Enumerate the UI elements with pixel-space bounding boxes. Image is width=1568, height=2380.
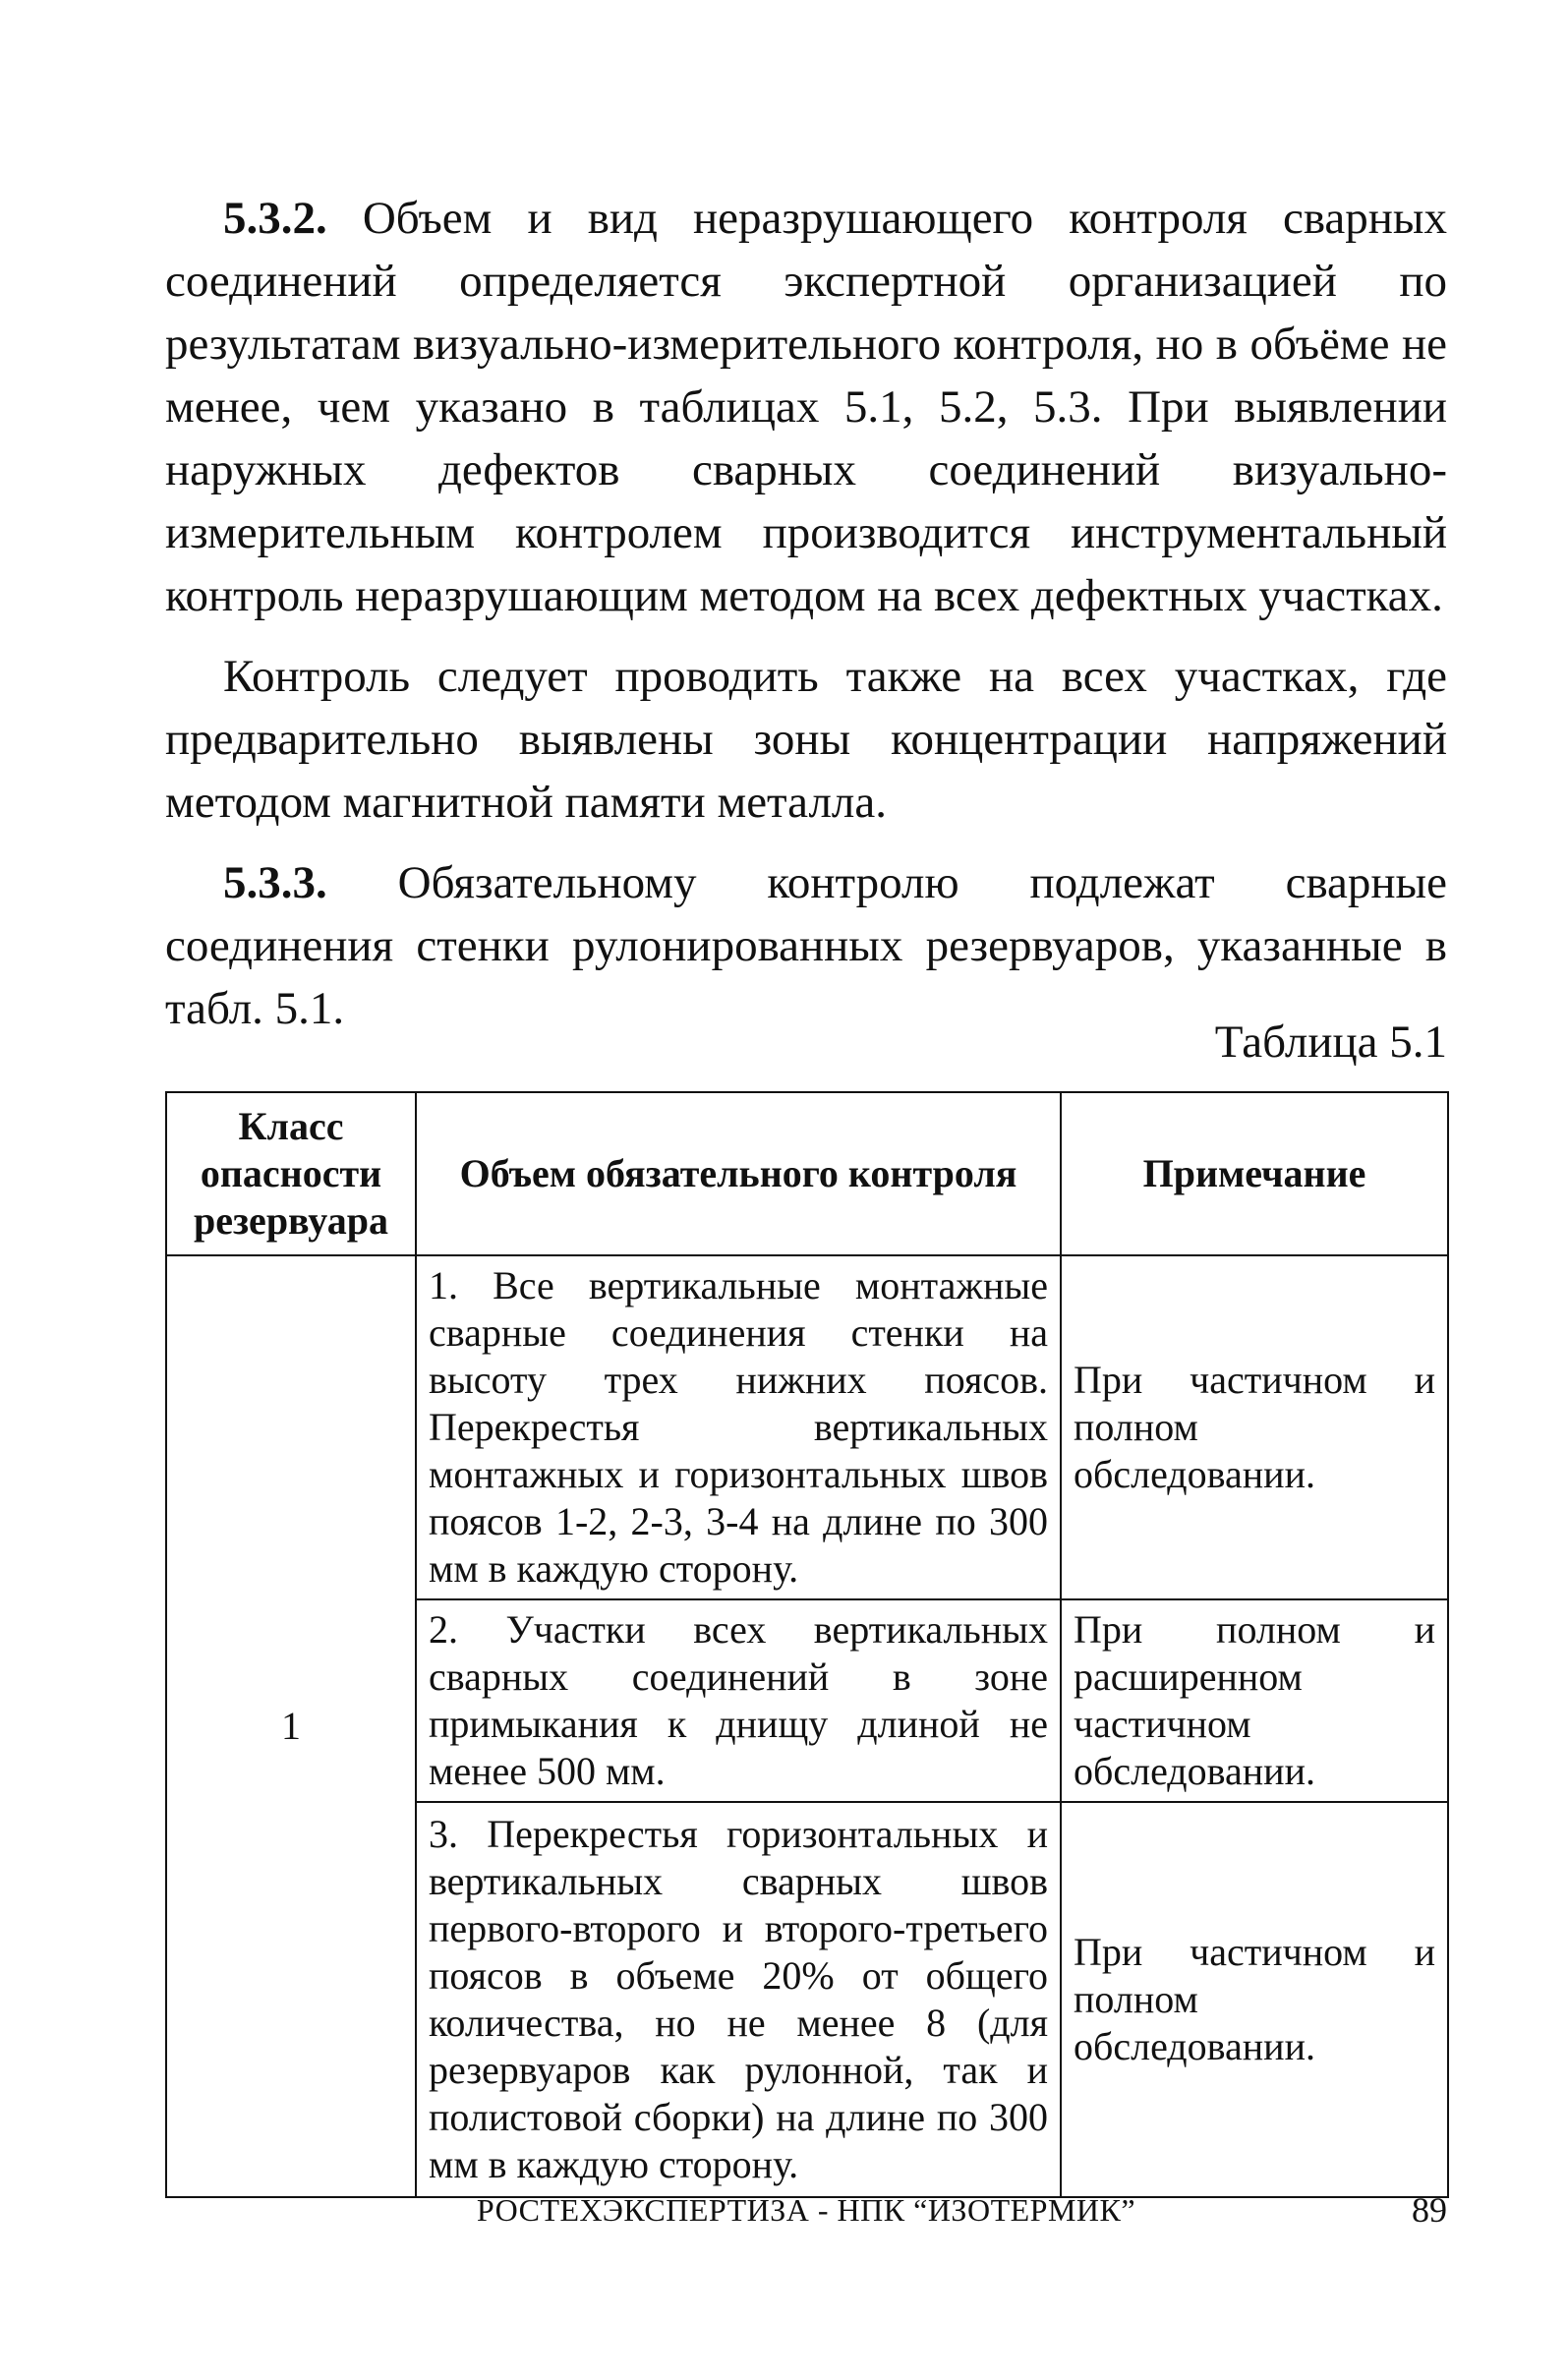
table-row — [166, 1255, 1448, 1599]
scope-cell: 1. Все вертикальные монтажные сварные соединения стенки на высоту трех нижних поясов. Перекрестья вертикальных монтажных и горизонтальных швов поясов 1-2, 2-3, 3-4 на длине по 300 мм в каждую сторону. — [416, 1255, 1061, 1599]
note-cell: При полном и расширенном частичном обследовании. — [1061, 1599, 1448, 1802]
table-5-1 — [165, 1091, 1449, 2198]
paragraph-text: Объем и вид неразрушающего контроля сварных соединений определяется экспертной организацией по результатам визуально-измерительного контроля, но в объёме не менее, чем указано в таблицах 5.1, 5.2, 5.3. При выявлении наружных дефектов сварных соединений визуально-измерительным контролем производится инструментальный контроль неразрушающим методом на всех дефектных участках. — [165, 193, 1447, 621]
header-note: Примечание — [1061, 1092, 1448, 1255]
paragraph-text: Контроль следует проводить также на всех участках, где предварительно выявлены зоны концентрации напряжений методом магнитной памяти металла. — [165, 651, 1447, 828]
note-cell: При частичном и полном обследовании. — [1061, 1255, 1448, 1599]
header-scope: Объем обязательного контроля — [416, 1092, 1061, 1255]
scope-cell: 3. Перекрестья горизонтальных и вертикальных сварных швов первого-второго и второго-третьего поясов в объеме 20% от общего количества, но не менее 8 (для резервуаров как рулонной, так и полистовой сборки) на длине по 300 мм в каждую сторону. — [416, 1802, 1061, 2197]
clause-number: 5.3.2. — [223, 193, 327, 244]
page-number: 89 — [1412, 2190, 1447, 2230]
document-page — [165, 187, 1447, 2186]
header-class: Класс опасности резервуара — [166, 1092, 416, 1255]
paragraph-5-3-2 — [165, 187, 1447, 627]
paragraph-magnetic-memory — [165, 645, 1447, 834]
table-header-row — [166, 1092, 1448, 1255]
clause-number: 5.3.3. — [223, 857, 327, 908]
hazard-class-cell: 1 — [166, 1255, 416, 2197]
scope-cell: 2. Участки всех вертикальных сварных соединений в зоне примыкания к днищу длиной не менее 500 мм. — [416, 1599, 1061, 1802]
table-caption: Таблица 5.1 — [1214, 1016, 1447, 1068]
note-cell: При частичном и полном обследовании. — [1061, 1802, 1448, 2197]
paragraph-text: Обязательному контролю подлежат сварные соединения стенки рулонированных резервуаров, указанные в табл. 5.1. — [165, 857, 1447, 1034]
footer-organization: РОСТЕХЭКСПЕРТИЗА - НПК “ИЗОТЕРМИК” — [476, 2192, 1136, 2228]
